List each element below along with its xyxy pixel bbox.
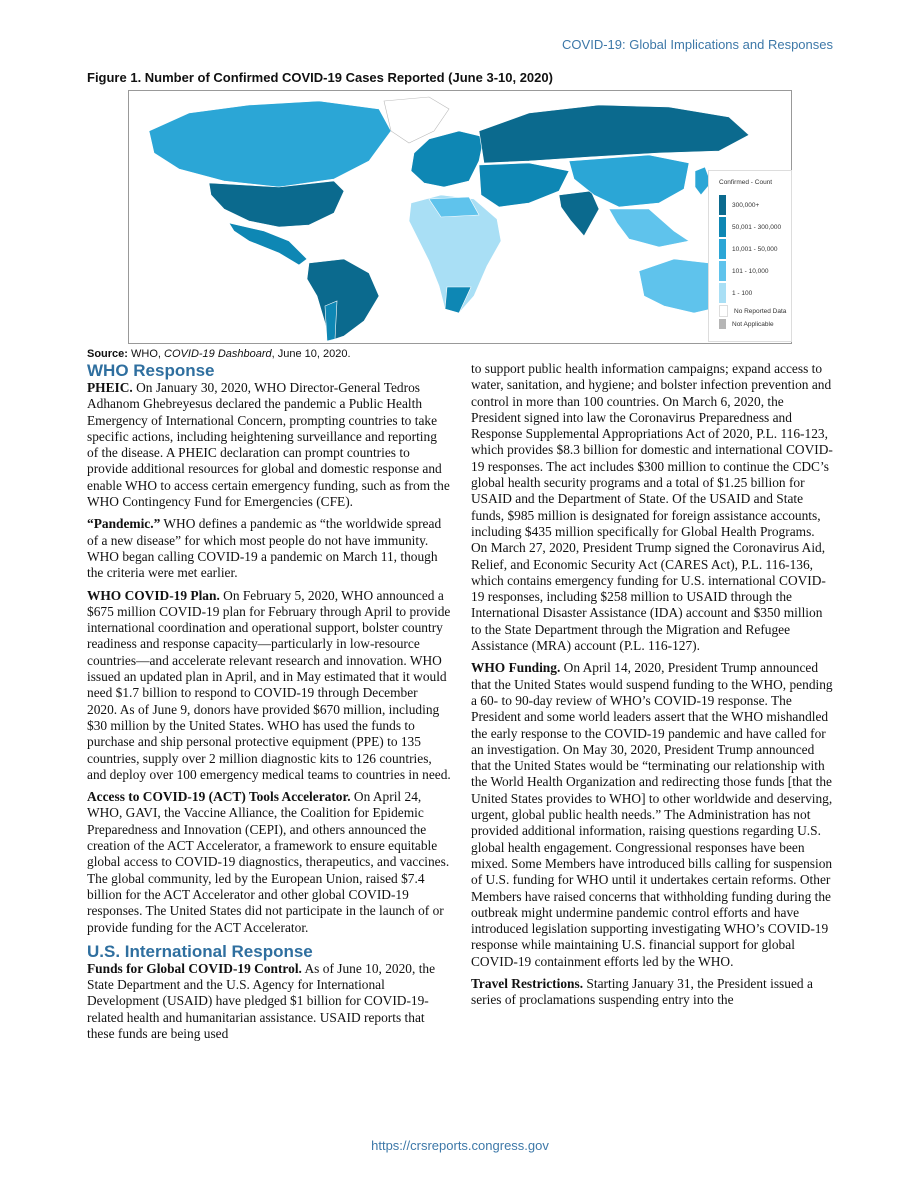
legend-label: Not Applicable xyxy=(732,320,774,328)
paragraph-travel-restrictions xyxy=(471,976,833,1009)
legend-label: 1 - 100 xyxy=(732,289,753,297)
legend-item xyxy=(719,305,786,317)
running-header: COVID-19: Global Implications and Responses xyxy=(562,37,833,52)
right-column xyxy=(471,361,833,1015)
legend-swatch xyxy=(719,319,726,329)
legend-item xyxy=(719,195,759,215)
paragraph-who-funding xyxy=(471,660,833,970)
legend-label: 10,001 - 50,000 xyxy=(732,245,778,253)
text-global-funds: As of June 10, 2020, the State Department and the U.S. Agency for International Development (USAID) have pledged $1 billion for COVID-19-related health and humanitarian assistance. USAID reports that these funds are being used xyxy=(87,960,436,1041)
text-act-accelerator: On April 24, WHO, GAVI, the Vaccine Alliance, the Coalition for Epidemic Preparedness and Innovation (CEPI), and others announced the creation of the ACT Accelerator, a framework to ensure equitable global access to COVID-19 diagnostics, therapeutics, and vaccines. The global community, led by the European Union, raised $7.4 billion for the ACT Accelerator and other global COVID-19 responses. The United States did not participate in the launch of or provide funding for the ACT Accelerator. xyxy=(87,789,450,935)
legend-swatch xyxy=(719,305,728,317)
legend-item xyxy=(719,239,778,259)
text-funds-continued: to support public health information campaigns; expand access to water, sanitation, and hygiene; and bolster infection prevention and control in more than 100 countries. On March 6, 2020, the President signed into law the Coronavirus Preparedness and Response Supplemental Appropriations Act of 2020, P.L. 116-123, which provides $8.3 billion for domestic and international COVID-19 responses. The act includes $300 million to continue the CDC’s global health security programs and a total of $1.25 billion for USAID and the Department of State. Of the USAID and State funds, $985 million is designated for foreign assistance accounts, including $435 million specifically for Global Health Programs. On March 27, 2020, President Trump signed the Coronavirus Aid, Relief, and Economic Security Act (CARES Act), P.L. 116-136, which contains emergency funding for U.S. international COVID-19 responses, including $258 million to USAID through the International Disaster Assistance (IDA) account and $350 million to the State Department through the Migration and Refugee Assistance (MRA) account (P.L. 116-127). xyxy=(471,361,833,654)
paragraph-act-accelerator xyxy=(87,789,451,936)
map-legend xyxy=(708,170,792,342)
us-response-heading: U.S. International Response xyxy=(87,941,313,961)
source-date: , June 10, 2020. xyxy=(271,348,351,360)
who-response-heading: WHO Response xyxy=(87,361,215,380)
legend-swatch xyxy=(719,195,726,215)
legend-label: 101 - 10,000 xyxy=(732,267,769,275)
paragraph-global-funds xyxy=(87,961,451,1042)
paragraph-who-plan xyxy=(87,588,451,784)
legend-swatch xyxy=(719,217,726,237)
figure-source xyxy=(87,348,351,360)
legend-label: 50,001 - 300,000 xyxy=(732,223,782,231)
left-column xyxy=(87,361,451,1048)
source-text: WHO, xyxy=(131,348,161,360)
figure-title: Figure 1. Number of Confirmed COVID-19 Cases Reported (June 3-10, 2020) xyxy=(87,70,553,85)
footer-url[interactable]: https://crsreports.congress.gov xyxy=(371,1138,549,1153)
lead-who-plan: WHO COVID-19 Plan. xyxy=(87,587,220,603)
paragraph-pandemic xyxy=(87,516,451,581)
legend-swatch xyxy=(719,283,726,303)
source-label: Source: xyxy=(87,348,128,360)
text-who-funding: On April 14, 2020, President Trump announced that the United States would suspend funding to the WHO, pending a 60- to 90-day review of WHO’s COVID-19 response. The President and some world leaders assert that the WHO mishandled the early response to the COVID-19 pandemic and have called for an investigation. On May 30, 2020, President Trump announced that the United States would be “terminating our relationship with the World Health Organization and redirecting those funds [that the United States provides to WHO] to other worldwide and deserving, urgent, global public health needs.” The Administration has not provided additional information, raising questions regarding U.S. global health engagement. Congressional responses have been mixed. Some Members have introduced bills calling for suspension of U.S. funding for WHO until it undertakes certain reforms. Other Members have raised concerns that withholding funding during the outbreak might undermine pandemic control efforts and have introduced legislation supporting investigating WHO’s COVID-19 response while maintaining U.S. financial support for global COVID-19 containment efforts led by the WHO. xyxy=(471,660,833,969)
paragraph-funds-continued xyxy=(471,361,833,654)
legend-swatch xyxy=(719,239,726,259)
legend-title: Confirmed - Count xyxy=(719,179,773,186)
lead-act-accelerator: Access to COVID-19 (ACT) Tools Accelerator. xyxy=(87,789,351,805)
text-who-plan: On February 5, 2020, WHO announced a $675 million COVID-19 plan for February through April to provide international coordination and operational support, bolster country readiness and response capacity—particularly in low-resource countries—and accelerate relevant research and innovation. WHO issued an updated plan in April, and in May estimated that it would need $1.7 billion to respond to COVID-19 through December 2020. As of June 9, donors have provided $670 million, including $30 million by the United States. WHO has used the funds to purchase and ship personal protective equipment (PPE) to 135 countries, supply over 2 million diagnostic kits to 126 countries, and deploy over 100 emergency medical teams to countries in need. xyxy=(87,587,451,782)
source-title: COVID-19 Dashboard xyxy=(164,348,272,360)
paragraph-pheic xyxy=(87,380,451,510)
legend-item xyxy=(719,217,781,237)
lead-pheic: PHEIC. xyxy=(87,380,133,395)
legend-item xyxy=(719,319,774,329)
lead-travel-restrictions: Travel Restrictions. xyxy=(471,975,584,991)
text-pandemic: WHO defines a pandemic as “the worldwide spread of a new disease” for which most people do not have immunity. WHO began calling COVID-19 a pandemic on March 11, though the criteria were met earlier. xyxy=(87,516,442,581)
lead-pandemic: “Pandemic.” xyxy=(87,516,161,532)
text-travel-restrictions: Starting January 31, the President issued a series of proclamations suspending entry into the xyxy=(471,975,813,1008)
lead-global-funds: Funds for Global COVID-19 Control. xyxy=(87,960,302,976)
text-pheic: On January 30, 2020, WHO Director-General Tedros Adhanom Ghebreyesus declared the pandemic a Public Health Emergency of International Concern, prompting countries to take specific actions, including heightening surveillance and reporting of the disease. A PHEIC declaration can prompt countries to provide additional resources for global and domestic response and enable WHO to access certain emergency funding, such as from the WHO Contingency Fund for Emergencies (CFE). xyxy=(87,380,450,510)
legend-label: 300,000+ xyxy=(732,201,760,209)
world-map-graphic xyxy=(129,91,791,343)
lead-who-funding: WHO Funding. xyxy=(471,660,561,676)
legend-item xyxy=(719,261,769,281)
legend-item xyxy=(719,283,752,303)
world-map xyxy=(128,90,792,344)
legend-label: No Reported Data xyxy=(734,307,787,315)
legend-swatch xyxy=(719,261,726,281)
